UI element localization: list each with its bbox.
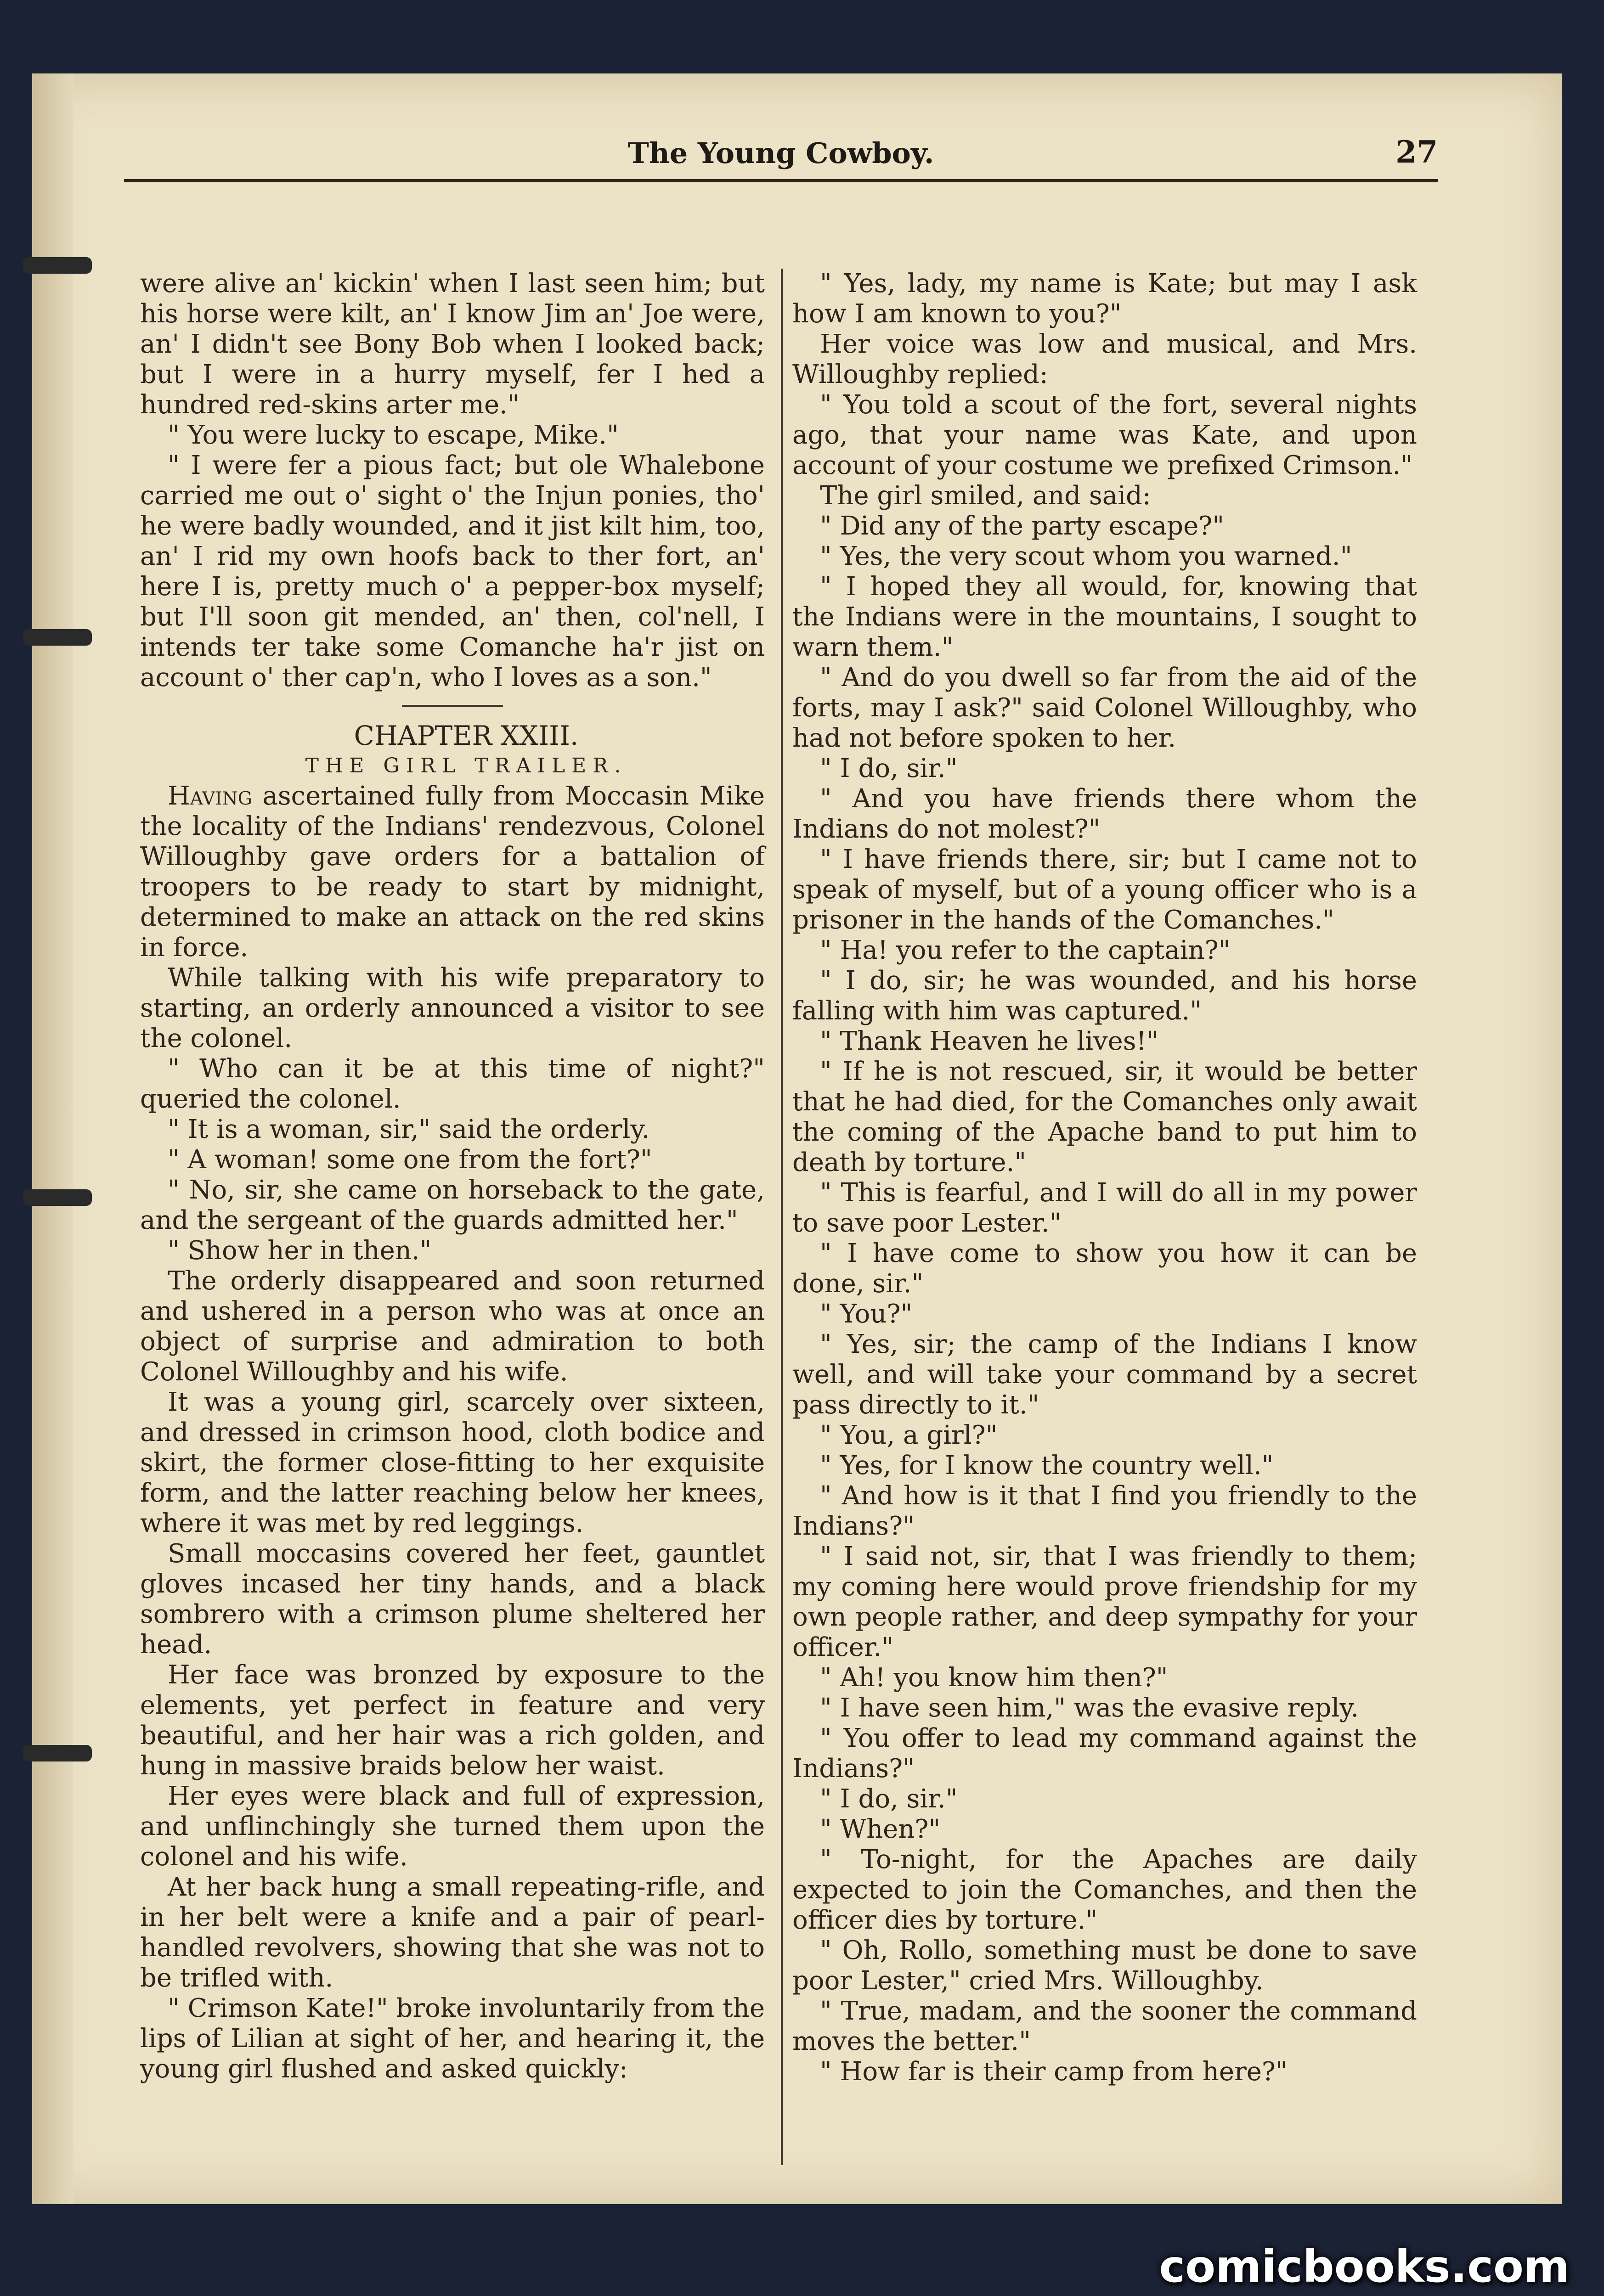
page-number: 27 [1395,134,1438,170]
paragraph: " I said not, sir, that I was friendly to them; my coming here would prove friendship for my own people rather, and deep sympathy for your officer." [792,1542,1417,1662]
binding-stitch [23,1745,92,1761]
paragraph: " And how is it that I find you friendly to the Indians?" [792,1481,1417,1541]
paragraph: " You?" [820,1299,913,1329]
paragraph: Her voice was low and musical, and Mrs. Willoughby replied: [792,329,1417,389]
paragraph: " Did any of the party escape?" [820,511,1225,541]
paragraph: " Crimson Kate!" broke involuntarily from the lips of Lilian at sight of her, and hearing it, the young girl flushed and asked quickly: [140,1993,765,2084]
paragraph: were alive an' kickin' when I last seen him; but his horse were kilt, an' I know Jim an' Joe were, an' I didn't see Bony Bob when I looked back; but I were in a hurry myself, fer I hed a hundred red-skins arter me." [140,269,765,420]
paragraph: " I do, sir." [820,1784,958,1814]
paragraph: " I have seen him," was the evasive reply. [820,1693,1359,1723]
paragraph: " Ha! you refer to the captain?" [820,935,1231,965]
paragraph: " Yes, the very scout whom you warned." [820,541,1352,571]
paragraph: " I were fer a pious fact; but ole Whalebone carried me out o' sight o' the Injun ponies, tho' he were badly wounded, and it jist kilt him, too, an' I rid my own hoofs back to ther fort, an' here I is, pretty much o' a pepper-box myself; but I'll soon git mended, an' then, col'nell, I intends ter take some Comanche ha'r jist on account o' ther cap'n, who I loves as a son." [140,450,765,692]
right-column [792,269,1417,2087]
paragraph: " Oh, Rollo, something must be done to save poor Lester," cried Mrs. Willoughby. [792,1936,1417,1996]
paragraph: " I hoped they all would, for, knowing that the Indians were in the mountains, I sought to warn them." [792,572,1417,662]
paragraph: " When?" [820,1814,941,1844]
page-spine [32,73,73,2204]
paragraph: " A woman! some one from the fort?" [168,1145,652,1175]
lead-word: Having [168,781,252,811]
paragraph: " To-night, for the Apaches are daily expected to join the Comanches, and then the officer dies by torture." [792,1845,1417,1935]
paragraph: " I do, sir; he was wounded, and his horse falling with him was captured." [792,966,1417,1026]
paragraph: Small moccasins covered her feet, gauntlet gloves incased her tiny hands, and a black sombrero with a crimson plume sheltered her head. [140,1539,765,1660]
binding-stitch [23,1189,92,1206]
paragraph: " You offer to lead my command against the Indians?" [792,1723,1417,1784]
column-divider [781,269,783,2165]
chapter-opening-paragraph [140,781,765,963]
paragraph: " I have friends there, sir; but I came not to speak of myself, but of a young officer who is a prisoner in the hands of the Comanches." [792,844,1417,935]
paragraph: " Who can it be at this time of night?" queried the colonel. [140,1054,765,1114]
left-column [140,269,765,2084]
paragraph: " True, madam, and the sooner the command moves the better." [792,1996,1417,2056]
paragraph: " No, sir, she came on horseback to the gate, and the sergeant of the guards admitted her." [140,1175,765,1235]
paragraph: " Yes, lady, my name is Kate; but may I ask how I am known to you?" [792,269,1417,329]
book-title: The Young Cowboy. [627,136,934,170]
paragraph: " How far is their camp from here?" [820,2057,1288,2087]
paragraph: " You, a girl?" [820,1420,998,1450]
paragraph: Her eyes were black and full of expression, and unflinchingly she turned them upon the colonel and his wife. [140,1781,765,1872]
paragraph: " Yes, for I know the country well." [820,1451,1274,1480]
paragraph: It was a young girl, scarcely over sixteen, and dressed in crimson hood, cloth bodice and skirt, the former close-fitting to her exquisite form, and the latter reaching below her knees, where it was met by red leggings. [140,1387,765,1538]
paragraph: " I do, sir." [820,754,958,783]
binding-stitch [23,257,92,274]
chapter-subtitle: THE GIRL TRAILER. [305,754,627,777]
paragraph: " This is fearful, and I will do all in my power to save poor Lester." [792,1178,1417,1238]
paragraph: " And you have friends there whom the Indians do not molest?" [792,784,1417,844]
paragraph: Her face was bronzed by exposure to the elements, yet perfect in feature and very beautiful, and her hair was a rich golden, and hung in massive braids below her waist. [140,1660,765,1781]
section-rule [402,705,503,707]
paragraph: " It is a woman, sir," said the orderly. [168,1114,650,1144]
lead-text: ascertained fully from Moccasin Mike the locality of the Indians' rendezvous, Colonel Willoughby gave orders for a battalion of troopers to be ready to start by midnight, determined to make an attack on the red skins in force. [140,781,765,962]
paragraph: " And do you dwell so far from the aid of the forts, may I ask?" said Colonel Willoughby, who had not before spoken to her. [792,663,1417,753]
binding-stitch [23,629,92,646]
paragraph: " You told a scout of the fort, several nights ago, that your name was Kate, and upon account of your costume we prefixed Crimson." [792,390,1417,480]
paragraph: " Thank Heaven he lives!" [820,1026,1158,1056]
paragraph: " If he is not rescued, sir, it would be better that he had died, for the Comanches only await the coming of the Apache band to put him to death by torture." [792,1057,1417,1177]
chapter-title: CHAPTER XXIII. [354,720,579,751]
paragraph: " Ah! you know him then?" [820,1663,1168,1693]
paragraph: " I have come to show you how it can be done, sir." [792,1238,1417,1299]
paragraph: The girl smiled, and said: [820,481,1151,511]
paragraph: At her back hung a small repeating-rifle, and in her belt were a knife and a pair of pearl-handled revolvers, showing that she was not to be trifled with. [140,1872,765,1993]
running-head [124,124,1438,182]
watermark-logo: comicbooks.com [1159,2241,1570,2292]
paragraph: " Show her in then." [168,1236,432,1266]
paragraph: The orderly disappeared and soon returned and ushered in a person who was at once an object of surprise and admiration to both Colonel Willoughby and his wife. [140,1266,765,1387]
paragraph: " You were lucky to escape, Mike." [168,420,619,450]
paragraph: " Yes, sir; the camp of the Indians I know well, and will take your command by a secret pass directly to it." [792,1329,1417,1420]
paragraph: While talking with his wife preparatory to starting, an orderly announced a visitor to see the colonel. [140,963,765,1053]
